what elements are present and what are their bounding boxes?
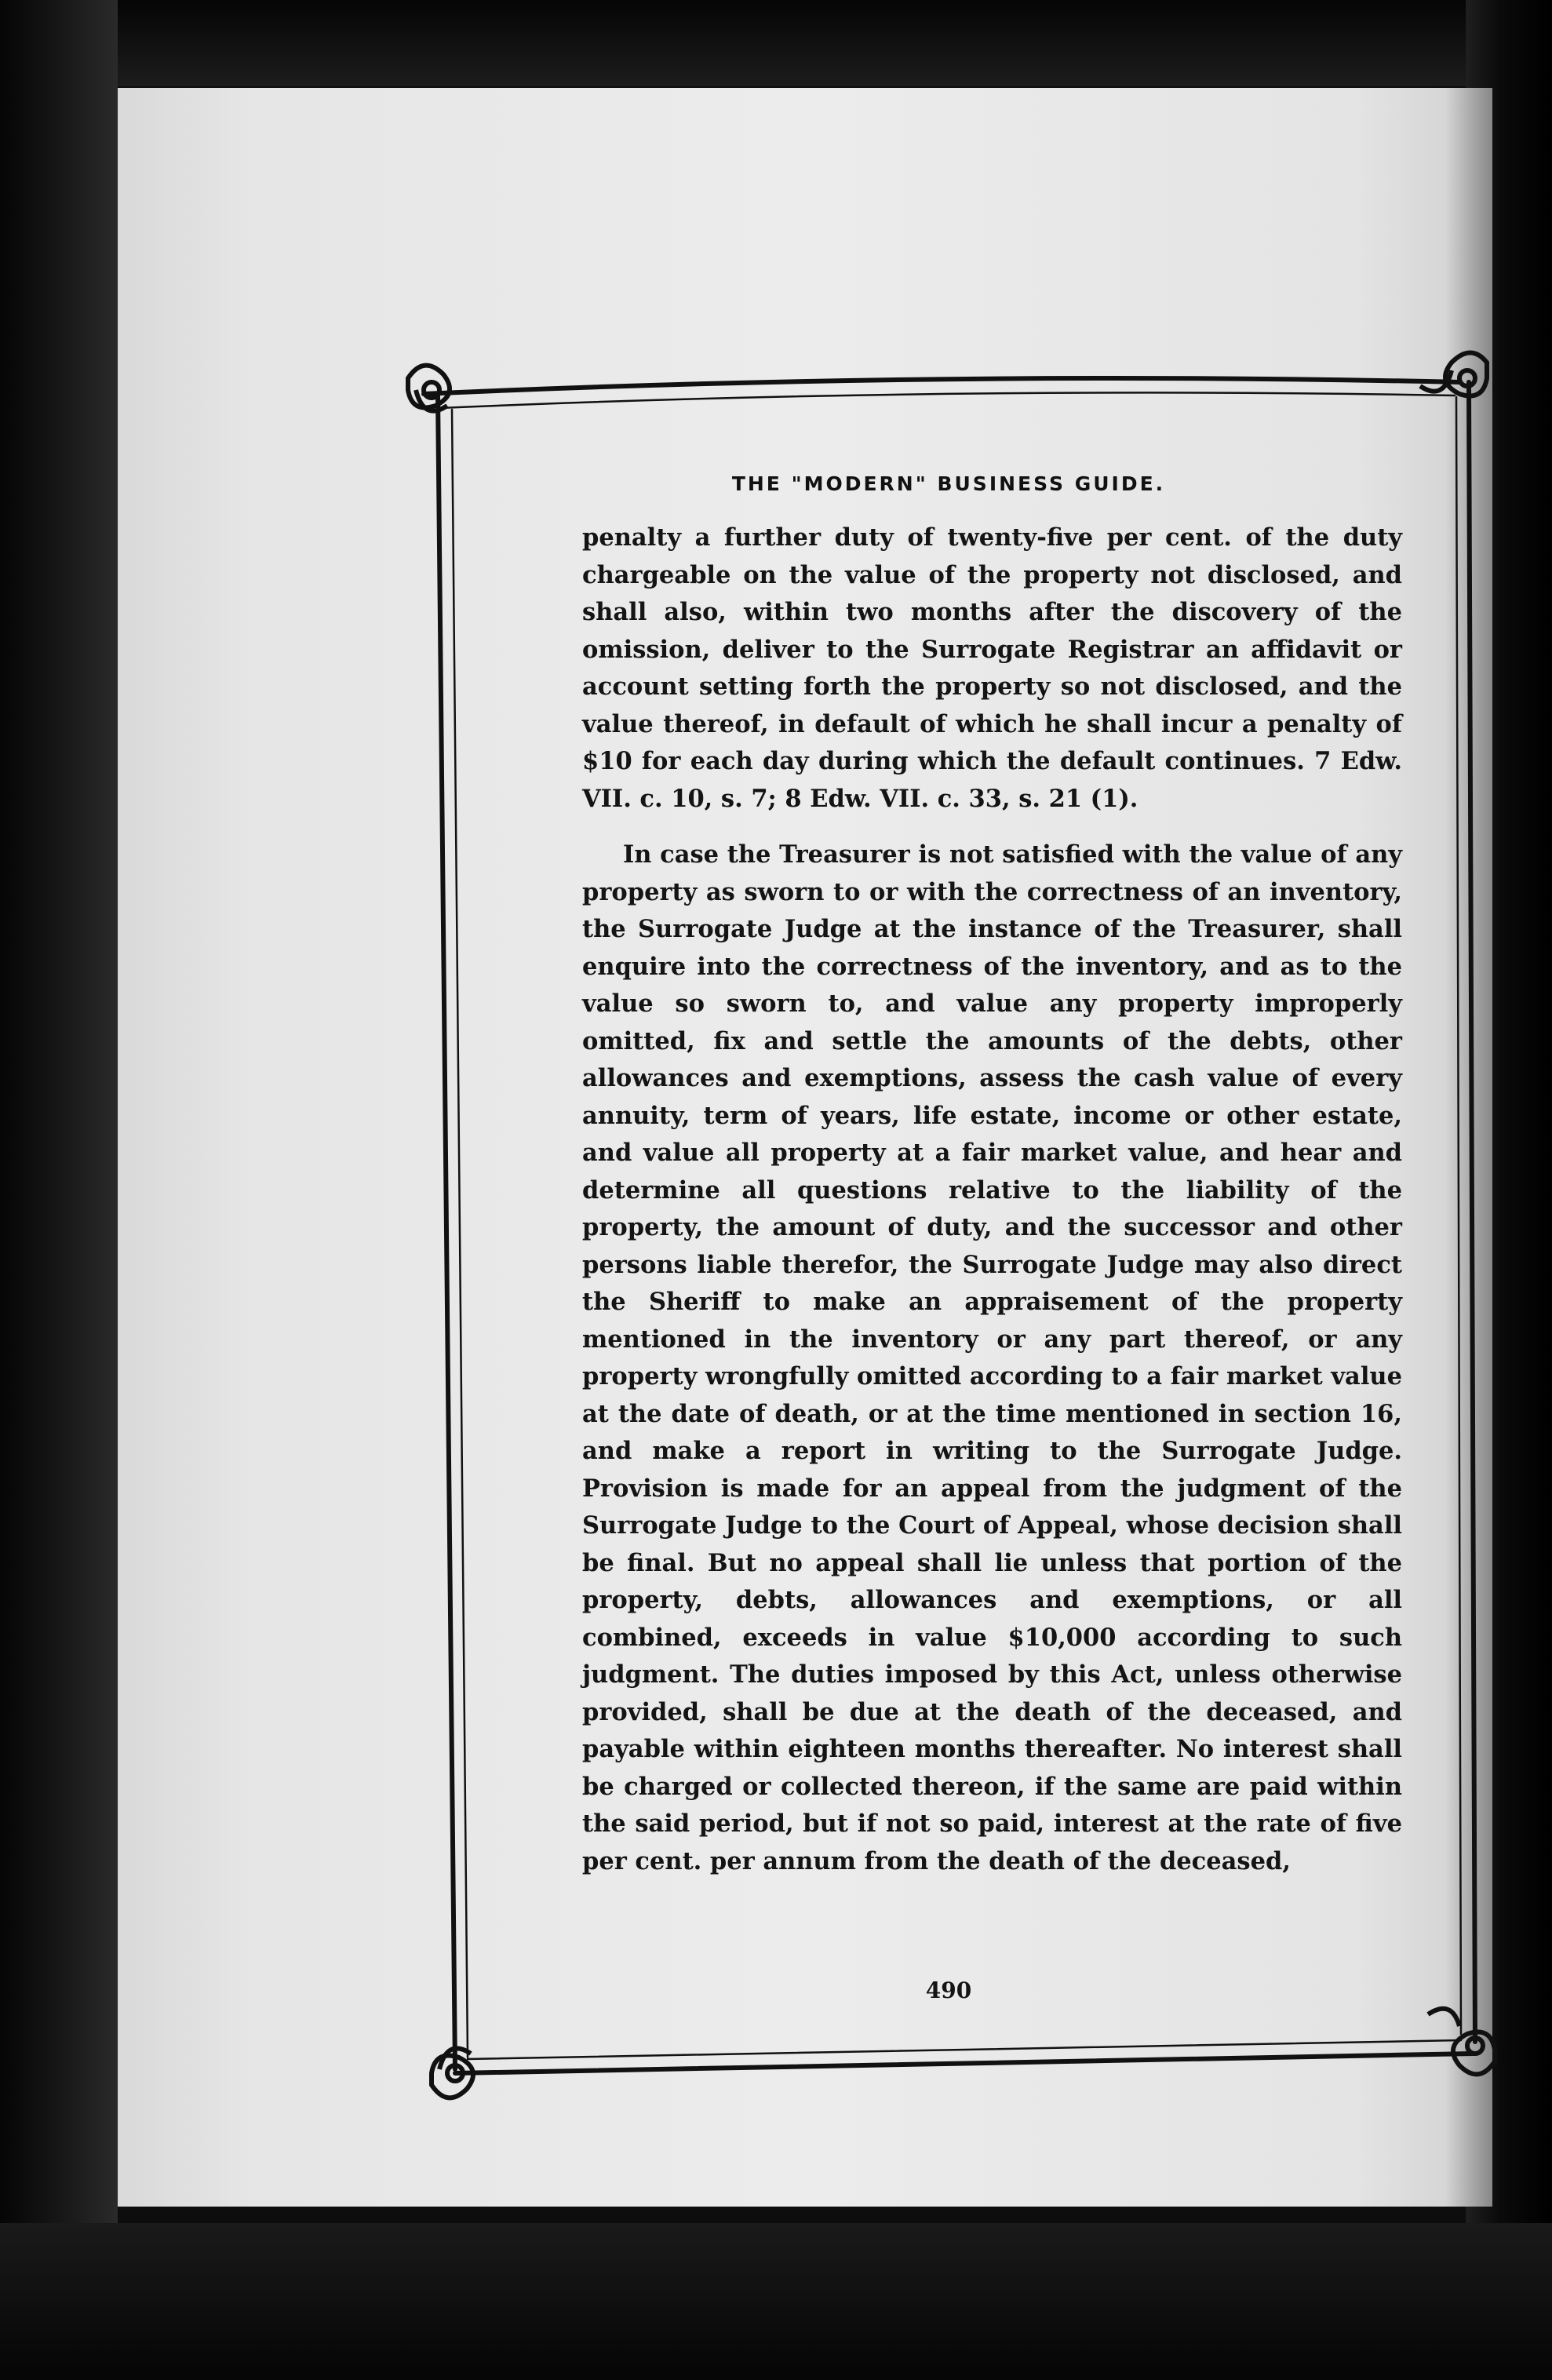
corner-ornament-top-left-icon (408, 366, 450, 411)
corner-ornament-top-right-icon (1420, 353, 1487, 396)
page-number: 490 (925, 1977, 972, 2003)
scanned-page (118, 88, 1492, 2207)
body-text (582, 519, 1402, 1880)
running-header: THE "MODERN" BUSINESS GUIDE. (731, 472, 1166, 495)
film-bottom-edge (0, 2223, 1552, 2380)
paragraph: penalty a further duty of twenty-five per cent. of the duty chargeable on the value of the property not disclosed, and shall also, within two months after the discovery of the omission, deliver to the Surrogate Registrar an affidavit or account setting forth the property so not disclosed, and the value thereof, in default of which he shall incur a penalty of $10 for each day during which the default continues. 7 Edw. VII. c. 10, s. 7; 8 Edw. VII. c. 33, s. 21 (1). (582, 523, 1402, 813)
ornamental-frame (392, 347, 1505, 2112)
film-top-edge (0, 0, 1552, 86)
paragraph: In case the Treasurer is not satisfied with the value of any property as sworn to or with the correctness of an inventory, the Surrogate Judge at the instance of the Treasurer, shall enquire into the correctness of the inventory, and as to the value so sworn to, and value any property improperly omitted, fix and settle the amounts of the debts, other allowances and exemptions, assess the cash value of every annuity, term of years, life estate, income or other estate, and value all property at a fair market value, and hear and determine all questions relative to the liability of the property, the amount of duty, and the successor and other persons liable therefor, the Surrogate Judge may also direct the Sheriff to make an appraisement of the property mentioned in the inventory or any part thereof, or any property wrongfully omitted according to a fair market value at the date of death, or at the time mentioned in section 16, and make a report in writing to the Surrogate Judge. Provision is made for an appeal from the judgment of the Surrogate Judge to the Court of Appeal, whose decision shall be final. But no appeal shall lie unless that portion of the property, debts, allowances and exemptions, or all combined, exceeds in value $10,000 according to such judgment. The duties imposed by this Act, unless otherwise provided, shall be due at the death of the deceased, and payable within eighteen months thereafter. No interest shall be charged or collected thereon, if the same are paid within the said period, but if not so paid, interest at the rate of five per cent. per annum from the death of the deceased, (582, 840, 1402, 1875)
film-left-edge (0, 0, 118, 2380)
